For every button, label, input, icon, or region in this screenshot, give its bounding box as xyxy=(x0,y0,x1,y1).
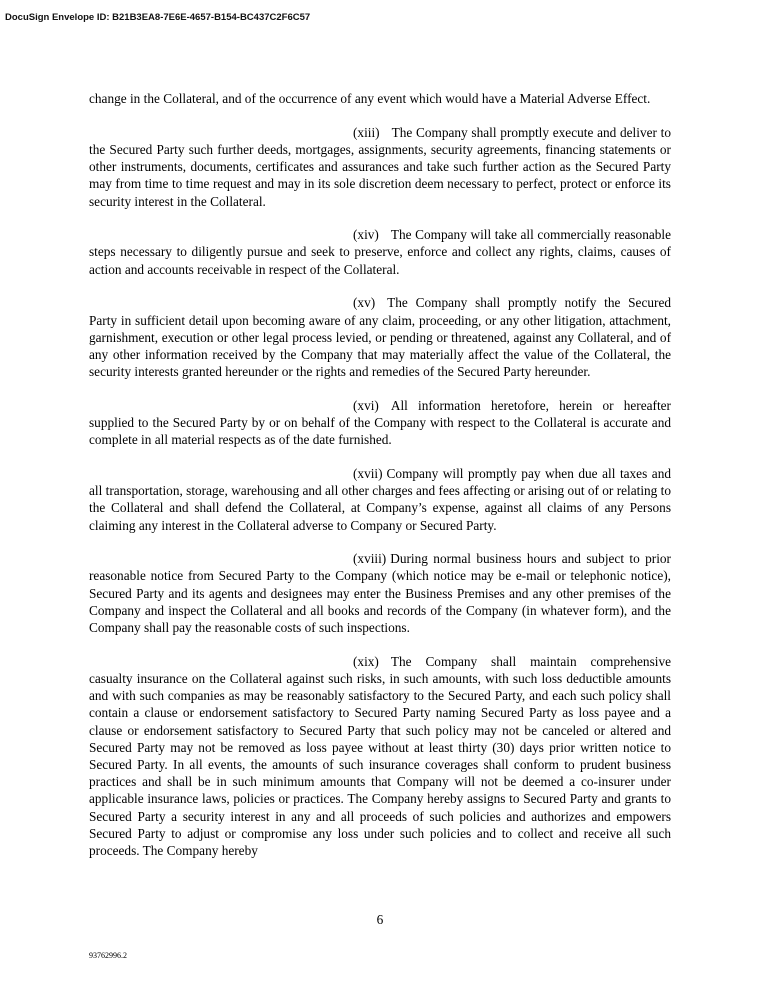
clause-xv xyxy=(89,294,671,380)
clause-text: The Company shall promptly notify the Secured Party in sufficient detail upon becoming aware of any claim, proceeding, or any other litigation, attachment, garnishment, execution or other legal process levied, or pending or threatened, against any Collateral, and of any other information received by the Company that may materially affect the value of the Collateral, the security interests granted hereunder or the rights and remedies of the Secured Party hereunder. xyxy=(89,295,671,380)
clause-text: Company will promptly pay when due all taxes and all transportation, storage, warehousing and all other charges and fees affecting or arising out of or relating to the Collateral and shall defend the Collateral, at Company’s expense, against all claims of any Persons claiming any interest in the Collateral adverse to Company or Secured Party. xyxy=(89,465,671,533)
clause-xiv xyxy=(89,226,671,278)
docusign-envelope-id: DocuSign Envelope ID: B21B3EA8-7E6E-4657-B154-BC437C2F6C57 xyxy=(5,12,311,23)
continuation-paragraph: change in the Collateral, and of the occurrence of any event which would have a Material Adverse Effect. xyxy=(89,91,651,106)
clause-number: (xiii) xyxy=(353,124,380,140)
clause-number: (xvi) xyxy=(353,397,379,413)
clause-number: (xviii) xyxy=(353,551,387,567)
clause-text: The Company shall maintain comprehensive casualty insurance on the Collateral against such risks, in such amounts, with such loss deductible amounts and with such companies as may be reasonably satisfactory to the Secured Party, and each such policy shall contain a clause or endorsement satisfactory to Secured Party naming Secured Party as loss payee and a clause or endorsement satisfactory to Secured Party that such policy may not be canceled or altered and Secured Party may not be removed as loss payee without at least thirty (30) days prior written notice to Secured Party. In all events, the amounts of such insurance coverages shall conform to prudent business practices and shall be in such minimum amounts that Company will not be deemed a co-insurer under applicable insurance laws, policies or practices. The Company hereby assigns to Secured Party and grants to Secured Party a security interest in any and all proceeds of such policies and authorizes and empowers Secured Party to adjust or compromise any loss under such policies and to collect and receive all such proceeds. The Company hereby xyxy=(89,653,671,859)
document-body xyxy=(89,90,671,876)
clause-xvii xyxy=(89,465,671,534)
clause-number: (xvii) xyxy=(353,465,383,481)
clause-text: The Company shall promptly execute and deliver to the Secured Party such further deeds, mortgages, assignments, security agreements, financing statements or other instruments, documents, certificates and assurances and take such further action as the Secured Party may from time to time request and may in its sole discretion deem necessary to perfect, protect or enforce its security interest in the Collateral. xyxy=(89,124,671,209)
clause-xix xyxy=(89,653,671,859)
clause-text: All information heretofore, herein or hereafter supplied to the Secured Party by or on behalf of the Company with respect to the Collateral is accurate and complete in all material respects as of the date furnished. xyxy=(89,397,671,448)
clause-text: During normal business hours and subject to prior reasonable notice from Secured Party to the Company (which notice may be e-mail or telephonic notice), Secured Party and its agents and designees may enter the Business Premises and any other premises of the Company and inspect the Collateral and all books and records of the Company (in whatever form), and the Company shall pay the reasonable costs of such inspections. xyxy=(89,551,671,636)
clause-xvi xyxy=(89,397,671,449)
document-code: 93762996.2 xyxy=(89,951,127,960)
clause-number: (xv) xyxy=(353,295,376,311)
clause-text: The Company will take all commercially reasonable steps necessary to diligently pursue and seek to preserve, enforce and collect any rights, claims, causes of action and accounts receivable in respect of the Collateral. xyxy=(89,227,671,277)
clause-number: (xiv) xyxy=(353,227,379,243)
clause-number: (xix) xyxy=(353,653,379,669)
clause-xiii xyxy=(89,124,671,210)
page-number: 6 xyxy=(376,912,384,927)
clause-xviii xyxy=(89,550,671,636)
